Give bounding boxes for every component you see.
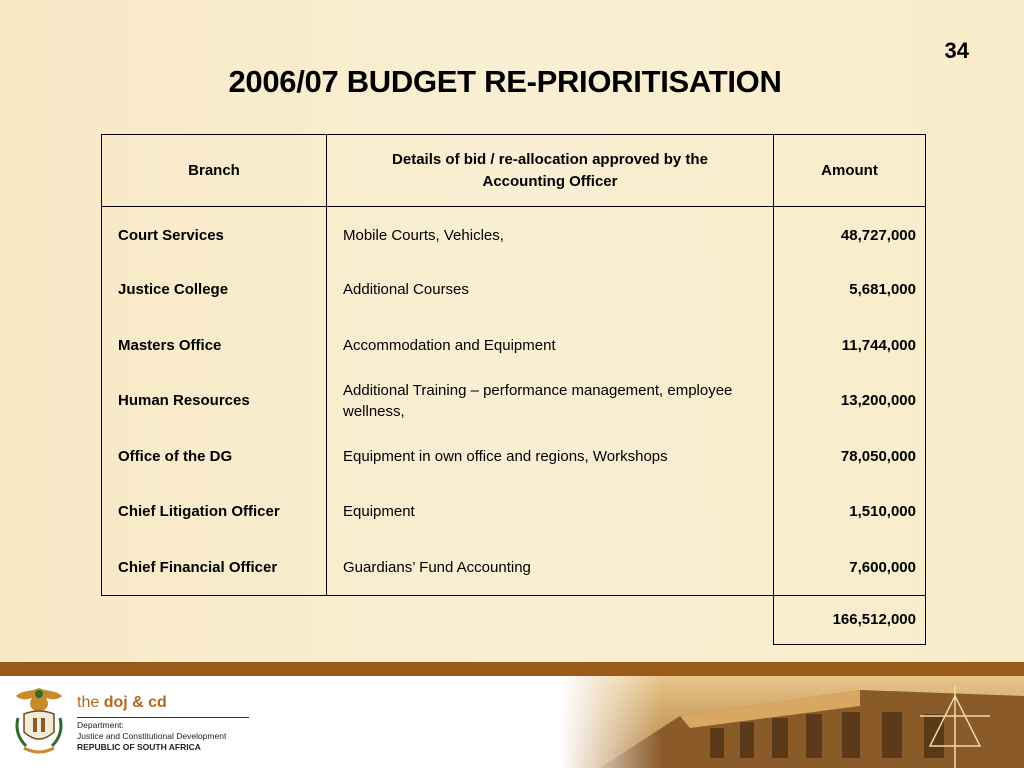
table-row: [102, 540, 926, 596]
details-cell: Equipment: [327, 484, 774, 540]
amount-cell: 1,510,000: [774, 484, 926, 540]
dept-country: REPUBLIC OF SOUTH AFRICA: [77, 742, 201, 752]
coat-of-arms-logo: [10, 684, 68, 760]
total-row: [102, 595, 926, 644]
details-cell: Additional Training – performance management, employee wellness,: [327, 373, 774, 429]
header-branch: Branch: [102, 135, 327, 207]
footer-building-photo: [560, 676, 1024, 768]
details-cell: Accommodation and Equipment: [327, 318, 774, 374]
details-cell: Guardians’ Fund Accounting: [327, 540, 774, 596]
branch-cell: Chief Litigation Officer: [102, 484, 327, 540]
branch-cell: Human Resources: [102, 373, 327, 429]
total-spacer: [102, 595, 327, 644]
budget-table: [101, 134, 926, 645]
amount-cell: 13,200,000: [774, 373, 926, 429]
table-header-row: [102, 135, 926, 207]
branch-cell: Court Services: [102, 207, 327, 263]
slide-number: 34: [944, 38, 969, 63]
header-amount: Amount: [774, 135, 926, 207]
amount-cell: 48,727,000: [774, 207, 926, 263]
amount-cell: 11,744,000: [774, 318, 926, 374]
details-cell: Mobile Courts, Vehicles,: [327, 207, 774, 263]
brand-divider: [77, 717, 249, 718]
table-row: [102, 207, 926, 263]
branch-cell: Chief Financial Officer: [102, 540, 327, 596]
branch-cell: Office of the DG: [102, 429, 327, 485]
amount-cell: 78,050,000: [774, 429, 926, 485]
brand-prefix: the: [77, 694, 104, 711]
table-row: [102, 484, 926, 540]
brand-strong: doj & cd: [103, 694, 167, 711]
branch-cell: Justice College: [102, 262, 327, 318]
slide-title: 2006/07 BUDGET RE-PRIORITISATION: [228, 64, 782, 99]
table-row: [102, 318, 926, 374]
brand-name: [77, 694, 167, 712]
table-body: [102, 207, 926, 596]
amount-cell: 5,681,000: [774, 262, 926, 318]
details-cell: Equipment in own office and regions, Workshops: [327, 429, 774, 485]
department-text: [77, 720, 226, 753]
branch-cell: Masters Office: [102, 318, 327, 374]
total-spacer: [327, 595, 774, 644]
footer-bar: [0, 662, 1024, 676]
amount-cell: 7,600,000: [774, 540, 926, 596]
table-row: [102, 262, 926, 318]
total-amount: 166,512,000: [774, 595, 926, 644]
details-cell: Additional Courses: [327, 262, 774, 318]
table-row: [102, 429, 926, 485]
header-details: Details of bid / re-allocation approved by the Accounting Officer: [327, 135, 774, 207]
dept-label: Department:: [77, 720, 124, 730]
table-row: [102, 373, 926, 429]
dept-name: Justice and Constitutional Development: [77, 731, 227, 741]
